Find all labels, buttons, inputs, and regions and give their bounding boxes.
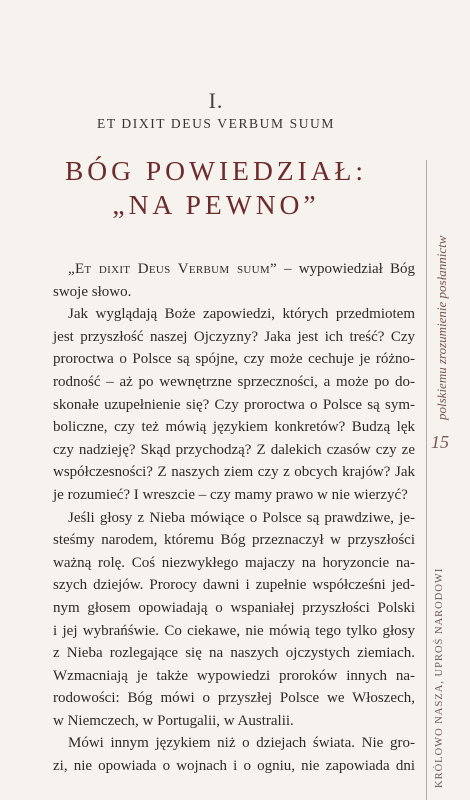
text-line: je rozumieć? I wreszcie – czy mamy prawo w nie wierzyć? — [53, 486, 408, 503]
margin-divider — [426, 160, 427, 800]
text-line: jest przyszłość naszej Ojczyzny? Jaka jest ich treść? Czy — [53, 328, 415, 345]
chapter-title-line-1: BÓG POWIEDZIAŁ: — [64, 155, 368, 186]
page-number: 15 — [431, 432, 449, 452]
chapter-title-line-2: „NA PEWNO” — [112, 189, 320, 220]
paragraph-4 — [53, 732, 415, 777]
chapter-number: I. — [208, 88, 224, 113]
text-line: czy nadzieję? Skąd przychodzą? Z dalekich czasów czy ze — [53, 441, 415, 458]
text-line: z Nieba rozlegające się na naszych ojczystych ziemiach. — [53, 645, 415, 662]
running-header-italic: polskiemu zrozumienie posłannictw — [434, 235, 449, 420]
body-text — [53, 258, 415, 778]
text-line: rodność – aż po wewnętrzne sprzeczności, a może po do- — [53, 373, 415, 390]
text-line: zi, nie opowiada o wojnach i o ogniu, nie zapowiada dni — [53, 758, 415, 775]
text-line: proroctwa o Polsce są spójne, czy może cechuje je różno- — [53, 351, 415, 368]
text-line: Wzmacniają je także wypowiedzi proroków innych na- — [53, 667, 415, 684]
latin-quote: „Et dixit Deus Verbum suum” — [68, 261, 277, 277]
text-line: steśmy narodem, któremu Bóg przeznaczył w przyszłości — [53, 532, 415, 549]
text-line: szych dziejów. Prorocy dawni i zupełnie współcześni jed- — [53, 577, 415, 594]
chapter-latin-title: ET DIXIT DEUS VERBUM SUUM — [96, 116, 336, 131]
text-line: boliczne, czy też mówią językiem konkretów? Budzą lęk — [53, 419, 415, 436]
paragraph-2 — [53, 303, 415, 506]
text-line: swoje słowo. — [53, 283, 132, 300]
text-line: Jeśli głosy z Nieba mówiące o Polsce są prawdziwe, je- — [68, 509, 415, 526]
text-line: nym głosem opowiadają o wspaniałej przyszłości Polski — [53, 599, 415, 616]
running-header-caps: KRÓLOWO NASZA, UPROŚ NARODOWI — [434, 567, 445, 788]
text-line-rest: – wypowiedział Bóg — [276, 261, 415, 277]
text-line: i jej wybrańświe. Co ciekawe, nie mówią tego tylko głosy — [53, 622, 415, 639]
paragraph-1 — [53, 258, 415, 303]
text-line — [53, 258, 415, 281]
paragraph-3 — [53, 507, 415, 733]
text-line: Mówi innym językiem niż o dziejach świata. Nie gro- — [68, 735, 415, 752]
text-line: skonałe uzupełnienie się? Czy proroctwa o Polsce są sym- — [53, 396, 415, 413]
text-line: współczesności? Z naszych ziem czy z obcych krajów? Jak — [53, 464, 415, 481]
text-line: Jak wyglądają Boże zapowiedzi, których przedmiotem — [68, 306, 415, 323]
text-line: rodowości: Bóg mówi o przyszłej Polsce we Włoszech, — [53, 690, 415, 707]
text-line: w Niemczech, w Portugalii, w Australii. — [53, 712, 294, 729]
text-line: ważną rolę. Coś niezwykłego majaczy na horyzoncie na- — [53, 554, 415, 571]
chapter-title — [0, 154, 432, 222]
